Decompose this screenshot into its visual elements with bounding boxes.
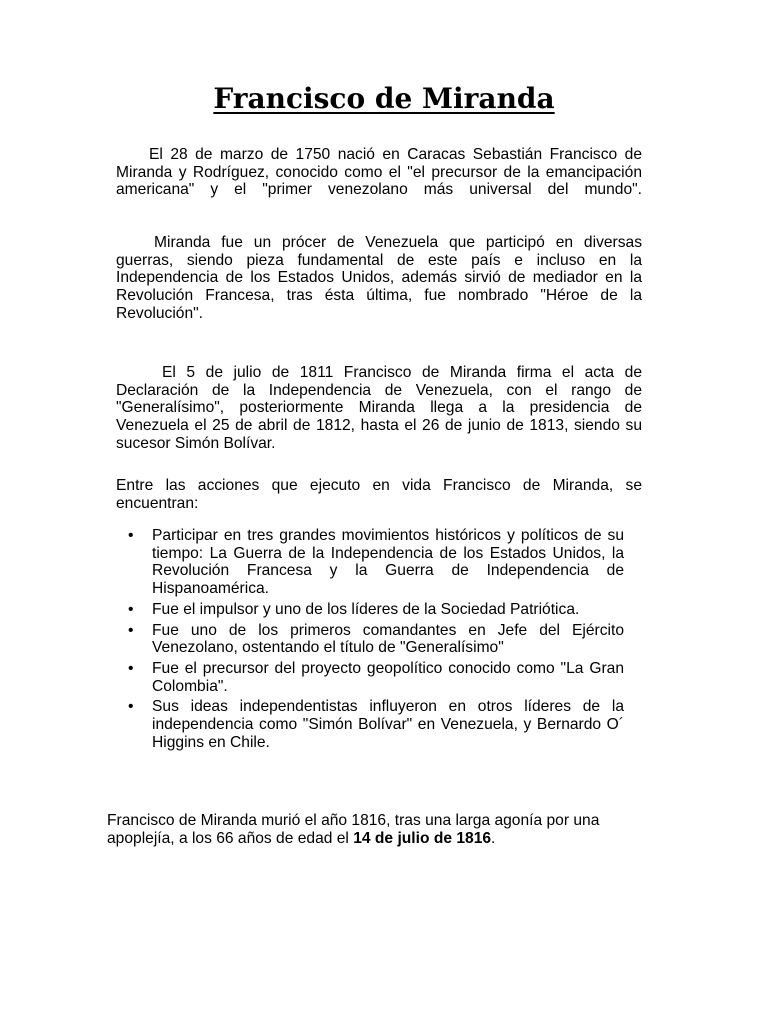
list-item-text: Fue el impulsor y uno de los líderes de la Sociedad Patriótica. (152, 600, 580, 618)
list-item (116, 601, 624, 619)
list-item-text: Participar en tres grandes movimientos históricos y políticos de su tiempo: La Guerra de la Independencia de los Estados Unidos, la Revolución Francesa y la Guerra de Independencia de Hispanoamérica. (152, 527, 624, 598)
list-item-text: Fue uno de los primeros comandantes en Jefe del Ejército Venezolano, ostentando el título de "Generalísimo" (152, 621, 624, 657)
death-end: . (491, 829, 496, 847)
bullet-dot-icon: • (128, 698, 134, 716)
bullet-dot-icon: • (128, 659, 134, 677)
bullet-dot-icon: • (128, 600, 134, 618)
paragraph-death (107, 812, 661, 847)
list-item (116, 698, 624, 751)
death-date: 14 de julio de 1816 (353, 829, 492, 847)
document-title: Francisco de Miranda (213, 82, 555, 115)
paragraph-hero: Miranda fue un prócer de Venezuela que participó en diversas guerras, siendo pieza fundamental de este país e incluso en la Independencia de los Estados Unidos, además sirvió de mediador en la Revolución Francesa, tras ésta última, fue nombrado "Héroe de la Revolución". (116, 234, 642, 322)
bullet-dot-icon: • (128, 621, 134, 639)
bullet-dot-icon: • (128, 527, 134, 544)
death-text: Francisco de Miranda murió el año 1816, tras una larga agonía por una apoplejía, a los 66 años de edad el (107, 812, 600, 847)
list-item (116, 622, 624, 657)
paragraph-independence: El 5 de julio de 1811 Francisco de Miranda firma el acta de Declaración de la Independencia de Venezuela, con el rango de "Generalísimo", posteriormente Miranda llega a la presidencia de Venezuela el 25 de abril de 1812, hasta el 26 de junio de 1813, siendo su sucesor Simón Bolívar. (116, 364, 642, 452)
actions-list (116, 527, 624, 754)
list-item-text: Fue el precursor del proyecto geopolítico conocido como "La Gran Colombia". (152, 659, 624, 695)
list-item-text: Sus ideas independentistas influyeron en otros líderes de la independencia como "Simón Bolívar" en Venezuela, y Bernardo O´ Higgins en Chile. (152, 698, 624, 751)
list-item (116, 660, 624, 695)
paragraph-birth: El 28 de marzo de 1750 nació en Caracas Sebastián Francisco de Miranda y Rodríguez, conocido como el "el precursor de la emancipación americana" y el "primer venezolano más universal del mundo". (116, 146, 642, 199)
paragraph-actions-intro: Entre las acciones que ejecuto en vida Francisco de Miranda, se encuentran: (116, 477, 642, 512)
list-item (116, 527, 624, 598)
